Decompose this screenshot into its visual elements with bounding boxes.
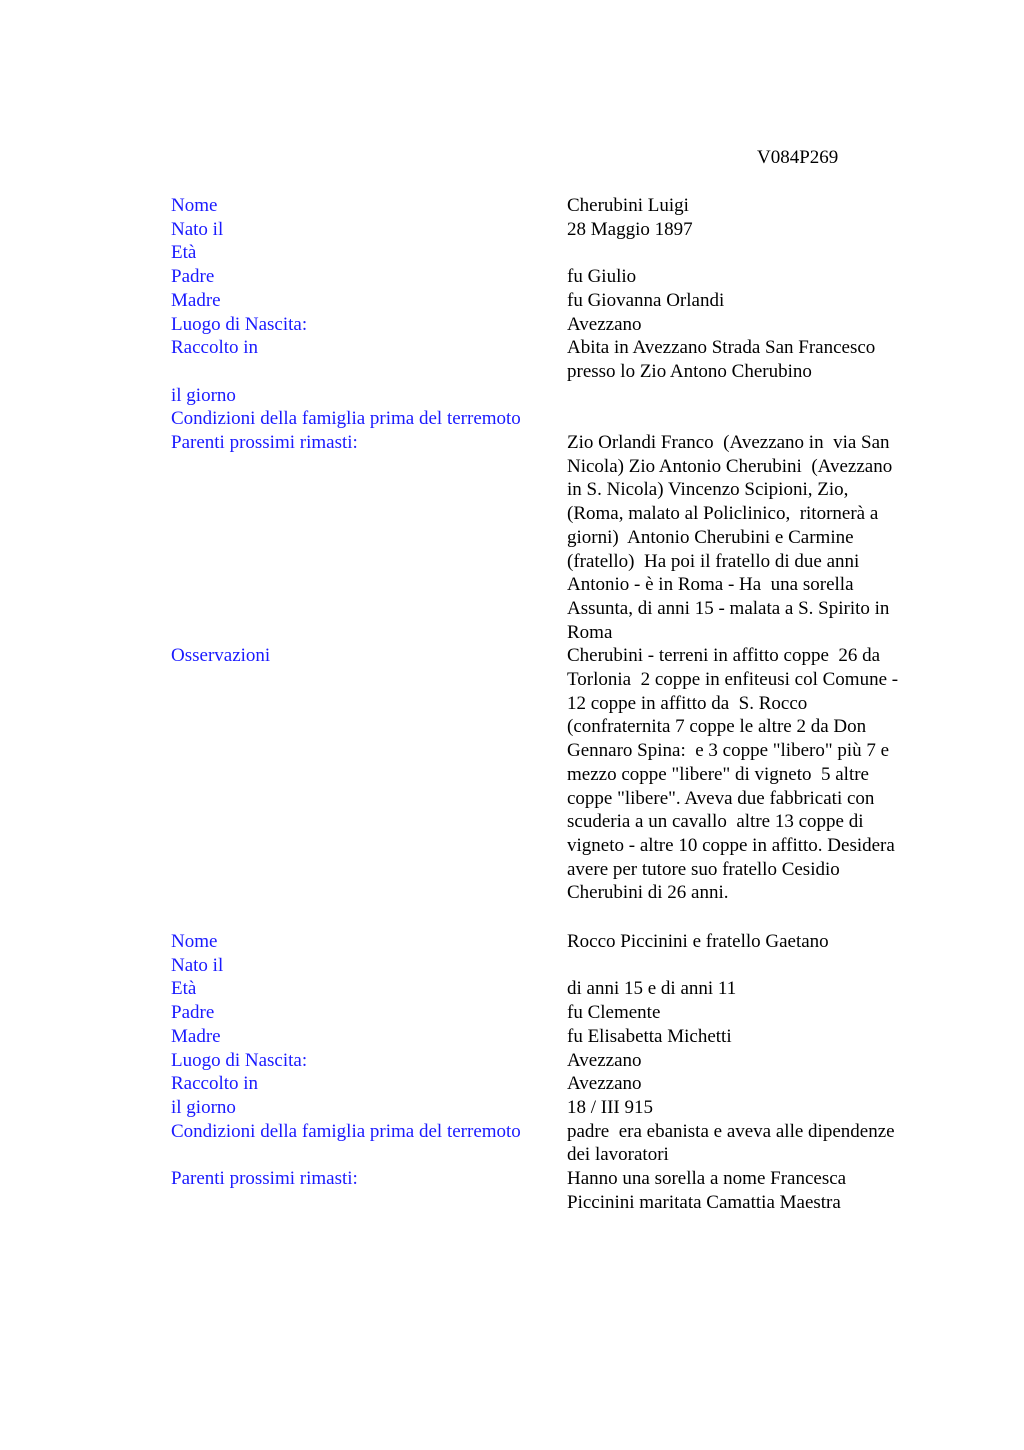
field-label-il-giorno: il giorno	[171, 384, 236, 406]
field-label-condizioni: Condizioni della famiglia prima del terremoto	[171, 408, 521, 430]
field-row	[171, 336, 941, 383]
record-piccinini	[171, 930, 941, 1214]
field-row	[171, 644, 941, 905]
field-row	[171, 407, 941, 431]
field-row	[171, 1025, 941, 1049]
field-row	[171, 289, 941, 313]
field-row	[171, 384, 941, 408]
field-label-madre: Madre	[171, 289, 221, 311]
field-label-parenti: Parenti prossimi rimasti:	[171, 1168, 358, 1190]
field-value-padre: fu Clemente	[567, 1002, 661, 1024]
field-label-nato-il: Nato il	[171, 218, 224, 240]
field-label-padre: Padre	[171, 266, 215, 288]
field-label-madre: Madre	[171, 1025, 221, 1047]
field-value-padre: fu Giulio	[567, 266, 637, 288]
field-value-eta: di anni 15 e di anni 11	[567, 978, 737, 1000]
field-value-madre: fu Elisabetta Michetti	[567, 1025, 732, 1047]
field-label-osservazioni: Osservazioni	[171, 645, 271, 667]
field-value-condizioni	[567, 407, 937, 431]
field-row	[171, 1167, 941, 1214]
field-label-luogo-di-nascita: Luogo di Nascita:	[171, 1049, 308, 1071]
field-label-parenti: Parenti prossimi rimasti:	[171, 432, 358, 454]
field-row	[171, 930, 941, 954]
field-value-luogo-di-nascita: Avezzano	[567, 313, 642, 335]
field-row	[171, 431, 941, 644]
field-row	[171, 1096, 941, 1120]
page-id: V084P269	[757, 147, 839, 168]
record-cherubini	[171, 194, 941, 905]
field-value-parenti: Zio Orlandi Franco (Avezzano in via San Nicola) Zio Antonio Cherubini (Avezzano in S. Nicola) Vincenzo Scipioni, Zio, (Roma, malato al Policlinico, ritornerà a giorni) Antonio Cherubini e Carmine (fratello) Ha poi il fratello di due anni Antonio - è in Roma - Ha una sorella Assunta, di anni 15 - malata a S. Spirito in Roma	[567, 432, 893, 643]
field-label-nome: Nome	[171, 931, 218, 952]
field-label-raccolto-in: Raccolto in	[171, 337, 259, 359]
field-row	[171, 1049, 941, 1073]
field-row	[171, 265, 941, 289]
field-value-nome: Rocco Piccinini e fratello Gaetano	[567, 931, 829, 952]
field-row	[171, 1120, 941, 1167]
field-row	[171, 1001, 941, 1025]
field-label-eta: Età	[171, 242, 197, 264]
field-row	[171, 977, 941, 1001]
field-label-nome: Nome	[171, 195, 218, 216]
field-row	[171, 1072, 941, 1096]
field-value-il-giorno	[567, 384, 937, 408]
field-value-condizioni: padre era ebanista e aveva alle dipendenze dei lavoratori	[567, 1120, 895, 1166]
field-label-nato-il: Nato il	[171, 954, 224, 976]
field-value-luogo-di-nascita: Avezzano	[567, 1049, 642, 1071]
field-label-il-giorno: il giorno	[171, 1096, 236, 1118]
field-row	[171, 218, 941, 242]
field-label-padre: Padre	[171, 1002, 215, 1024]
field-value-nato-il: 28 Maggio 1897	[567, 218, 693, 240]
field-row	[171, 954, 941, 978]
field-row	[171, 241, 941, 265]
field-label-eta: Età	[171, 978, 197, 1000]
field-value-madre: fu Giovanna Orlandi	[567, 289, 725, 311]
field-label-raccolto-in: Raccolto in	[171, 1073, 259, 1095]
field-value-parenti: Hanno una sorella a nome Francesca Piccinini maritata Camattia Maestra	[567, 1168, 847, 1213]
field-row	[171, 194, 941, 218]
field-value-nome: Cherubini Luigi	[567, 195, 689, 216]
field-label-luogo-di-nascita: Luogo di Nascita:	[171, 313, 308, 335]
field-row	[171, 313, 941, 337]
field-value-raccolto-in: Abita in Avezzano Strada San Francesco presso lo Zio Antono Cherubino	[567, 337, 876, 382]
field-value-osservazioni: Cherubini - terreni in affitto coppe 26 da Torlonia 2 coppe in enfiteusi col Comune - 12 coppe in affitto da S. Rocco (confraternita 7 coppe le altre 2 da Don Gennaro Spina: e 3 coppe "libero" più 7 e mezzo coppe "libere" di vigneto 5 altre coppe "libere". Aveva due fabbricati con scuderia a un cavallo altre 13 coppe di vigneto - altre 10 coppe in affitto. Desidera avere per tutore suo fratello Cesidio Cherubini di 26 anni.	[567, 645, 899, 904]
field-value-nato-il	[567, 954, 937, 978]
field-value-il-giorno: 18 / III 915	[567, 1096, 654, 1118]
field-value-eta	[567, 241, 937, 265]
field-value-raccolto-in: Avezzano	[567, 1073, 642, 1095]
field-label-condizioni: Condizioni della famiglia prima del terremoto	[171, 1120, 521, 1142]
